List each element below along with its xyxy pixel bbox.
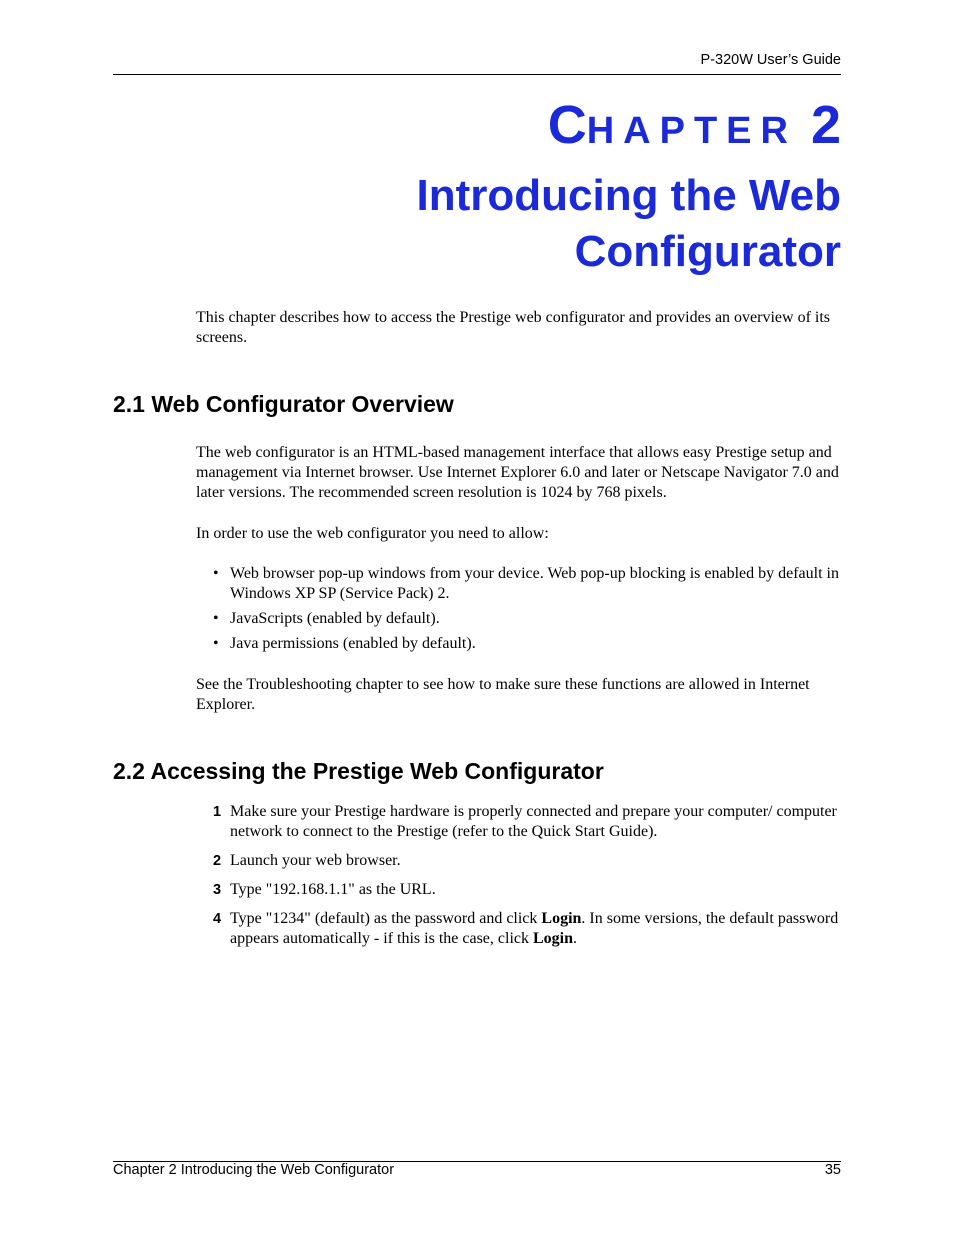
step-item (213, 802, 841, 842)
list-item-text: Java permissions (enabled by default). (230, 635, 476, 652)
step-number: 1 (213, 804, 222, 820)
list-item: • JavaScripts (enabled by default). (213, 610, 440, 627)
page-number: 35 (824, 1162, 841, 1178)
step-item (213, 880, 841, 900)
step-text: Launch your web browser. (230, 852, 401, 869)
steps-list (213, 802, 841, 958)
step-text: Type "192.168.1.1" as the URL. (230, 881, 436, 898)
requirements-intro: In order to use the web configurator you need to allow: (196, 525, 549, 542)
overview-paragraph: The web configurator is an HTML-based management interface that allows easy Prestige setup and management via Internet browser. Use Internet Explorer 6.0 and later or Netscape Navigator 7.0 and later versions. The recommended screen resolution is 1024 by 768 pixels. (196, 444, 839, 501)
step-item (213, 851, 841, 871)
login-emphasis: Login (533, 930, 574, 947)
chapter-title (417, 168, 842, 280)
list-item-text: Web browser pop-up windows from your device. Web pop-up blocking is enabled by default in Windows XP SP (Service Pack) 2. (230, 565, 839, 602)
step-text (230, 910, 838, 947)
list-item-text: JavaScripts (enabled by default). (230, 610, 440, 627)
list-item: • Java permissions (enabled by default). (213, 635, 476, 652)
step-text-part: . (573, 930, 578, 947)
step-number: 2 (213, 853, 222, 869)
header-rule (113, 74, 841, 75)
chapter-word-initial: C (547, 95, 587, 155)
step-text-part: Type "1234" (default) as the password and click (230, 910, 542, 927)
chapter-word-rest: HAPTER (586, 110, 797, 152)
chapter-number: 2 (810, 95, 841, 155)
running-footer: Chapter 2 Introducing the Web Configurator (113, 1162, 395, 1178)
section-heading-2-2: 2.2 Accessing the Prestige Web Configurator (113, 758, 604, 784)
step-text: Make sure your Prestige hardware is properly connected and prepare your computer/ computer network to connect to the Prestige (refer to the Quick Start Guide). (230, 803, 837, 840)
step-item (213, 909, 841, 949)
troubleshooting-paragraph: See the Troubleshooting chapter to see how to make sure these functions are allowed in Internet Explorer. (196, 676, 810, 713)
intro-paragraph: This chapter describes how to access the Prestige web configurator and provides an overview of its screens. (196, 309, 831, 346)
login-emphasis: Login (541, 910, 582, 927)
requirements-list (213, 564, 841, 659)
running-header: P-320W User’s Guide (700, 52, 841, 68)
chapter-title-line2: Configurator (574, 227, 841, 276)
step-text-part: . In some versions, the default password appears automatically - if this is the case, click (230, 910, 839, 947)
chapter-title-line1: Introducing the Web (416, 171, 841, 220)
step-number: 3 (213, 882, 222, 898)
step-number: 4 (213, 911, 222, 927)
list-item: • Web browser pop-up windows from your device. Web pop-up blocking is enabled by default in Windows XP SP (Service Pack) 2. (213, 565, 839, 602)
chapter-label (547, 95, 841, 155)
section-heading-2-1: 2.1 Web Configurator Overview (113, 391, 454, 417)
